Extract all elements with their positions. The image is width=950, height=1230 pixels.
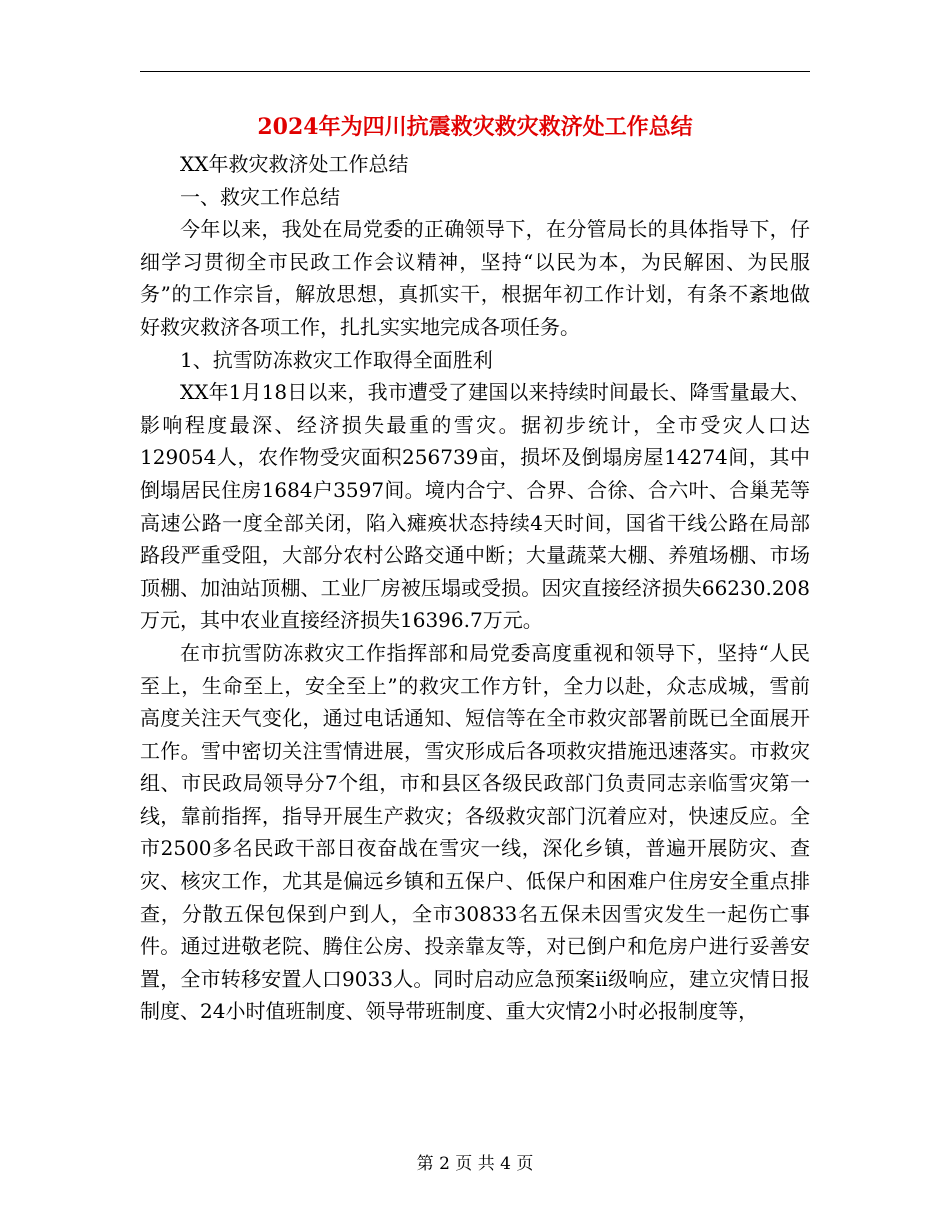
paragraph-intro: 今年以来，我处在局党委的正确领导下，在分管局长的具体指导下，仔细学习贯彻全市民政工作会议精神，坚持“以民为本，为民解困、为民服务”的工作宗旨，解放思想，真抓实干，根据年初工作计划，有条不紊地做好救灾救济各项工作，扎扎实实地完成各项任务。 (140, 217, 810, 339)
page-number: 第 2 页 共 4 页 (416, 1154, 534, 1174)
paragraph-relief-work: 在市抗雪防冻救灾工作指挥部和局党委高度重视和领导下，坚持“人民至上，生命至上，安全至上”的救灾工作方针，全力以赴，众志成城，雪前高度关注天气变化，通过电话通知、短信等在全市救灾部署前既已全面展开工作。雪中密切关注雪情进展，雪灾形成后各项救灾措施迅速落实。市救灾组、市民政局领导分7个组，市和县区各级民政部门负责同志亲临雪灾第一线，靠前指挥，指导开展生产救灾；各级救灾部门沉着应对，快速反应。全市2500多名民政干部日夜奋战在雪灾一线，深化乡镇，普遍开展防灾、查灾、核灾工作，尤其是偏远乡镇和五保户、低保户和困难户住房安全重点排查，分散五保包保到户到人，全市30833名五保未因雪灾发生一起伤亡事件。通过进敬老院、腾住公房、投亲靠友等，对已倒户和危房户进行妥善安置，全市转移安置人口9033人。同时启动应急预案ii级响应，建立灾情日报制度、24小时值班制度、领导带班制度、重大灾情2小时必报制度等， (140, 640, 810, 1024)
document-title: 2024年为四川抗震救灾救灾救济处工作总结 (257, 114, 693, 140)
header-rule (140, 71, 810, 72)
paragraph-disaster-stats: XX年1月18日以来，我市遭受了建国以来持续时间最长、降雪量最大、影响程度最深、经济损失最重的雪灾。据初步统计，全市受灾人口达129054人，农作物受灾面积256739亩，损坏及倒塌房屋14274间，其中倒塌居民住房1684户3597间。境内合宁、合界、合徐、合六叶、合巢芜等高速公路一度全部关闭，陷入瘫痪状态持续4天时间，国省干线公路在局部路段严重受阻，大部分农村公路交通中断；大量蔬菜大棚、养殖场棚、市场顶棚、加油站顶棚、工业厂房被压塌或受损。因灾直接经济损失66230.208万元，其中农业直接经济损失16396.7万元。 (140, 380, 810, 633)
paragraph-heading-main: XX年救灾救济处工作总结 (180, 152, 409, 176)
document-body (140, 148, 810, 1028)
paragraph-section-heading: 一、救灾工作总结 (180, 184, 340, 209)
paragraph-subheading: 1、抗雪防冻救灾工作取得全面胜利 (180, 347, 493, 372)
